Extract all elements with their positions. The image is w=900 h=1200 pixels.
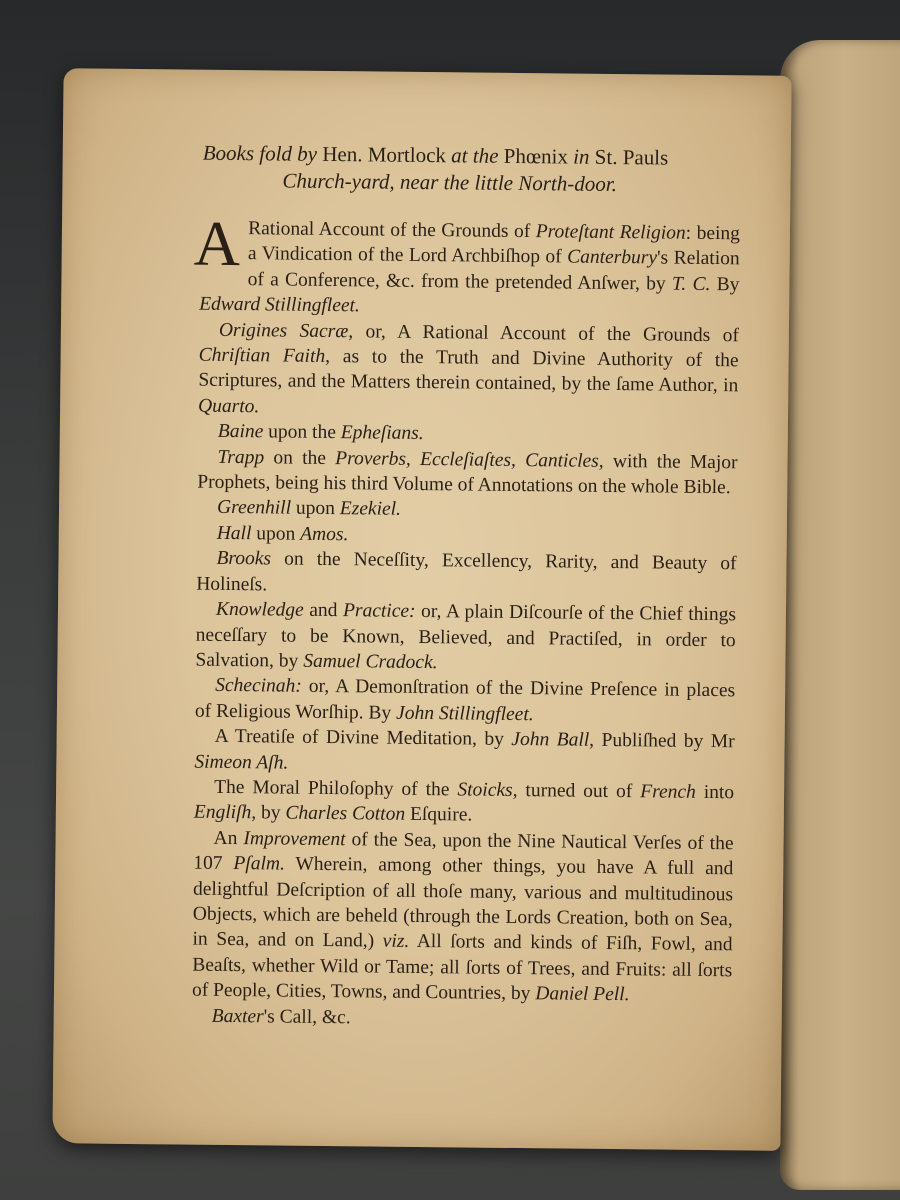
book-list xyxy=(191,207,741,1035)
entry-text: and xyxy=(303,599,344,622)
entry-text: Daniel Pell. xyxy=(535,983,630,1006)
list-item xyxy=(195,597,736,679)
list-item xyxy=(195,673,736,729)
entry-text: with the Major Prophets, being his third Volume of Annotations on the whole Bible. xyxy=(197,450,738,499)
header-text: in xyxy=(573,144,590,169)
entry-text: into xyxy=(695,781,735,804)
entry-text: Stoicks, xyxy=(457,779,518,801)
entry-text: Improvement xyxy=(243,827,346,850)
entry-text: Publiſhed by Mr xyxy=(594,729,735,753)
list-item xyxy=(198,317,739,424)
list-item xyxy=(192,1003,732,1034)
entry-text: Epheſians. xyxy=(340,422,424,445)
list-item xyxy=(194,775,735,831)
entry-text: Baine xyxy=(217,421,264,443)
entry-text: Baxter xyxy=(211,1005,264,1027)
entry-text: viz. xyxy=(382,930,410,953)
entry-text: Edward Stillingfleet. xyxy=(199,293,360,317)
entry-text: The Moral Philoſophy of the xyxy=(214,776,458,801)
entry-text: Schecinah: xyxy=(215,675,302,698)
entry-text: Charles Cotton xyxy=(285,802,406,826)
entry-text: An xyxy=(213,827,244,849)
entry-text: , as to the Truth and Divine Authority of the Scriptures, and the Matters therein contained, by the ſame Author, in xyxy=(198,346,739,397)
entry-text: upon xyxy=(251,523,301,545)
entry-text: Proverbs, Eccleſiaſtes, Canticles, xyxy=(335,447,604,472)
header-text: Hen. Mortlock xyxy=(316,141,452,168)
page-header xyxy=(202,140,743,200)
entry-text: 's Relation of a Conference, &c. from the pretended Anſwer, by xyxy=(247,247,740,295)
entry-text: Origines Sacræ xyxy=(218,319,349,342)
entry-text: Proteſtant Religion xyxy=(535,221,686,244)
entry-text: of the Sea, upon the Nine Nautical Verſes of the 107 xyxy=(193,828,734,875)
entry-text: Practice: xyxy=(342,600,416,623)
entry-text: Samuel Cradock. xyxy=(303,650,438,674)
entry-text: Amos. xyxy=(300,523,349,546)
entry-text: or, A Demonſtration of the Divine Preſence in places of Religious Worſhip. By xyxy=(194,676,736,724)
entry-text: Chriſtian Faith xyxy=(198,344,326,368)
entry-text: Greenhill xyxy=(216,497,292,520)
entry-text: Wherein, among other things, you have A full and delightful Deſcription of all thoſe many, various and multitudinous Objects, which are beheld (through the Lords Creation, both on Sea, in Sea, and on Land,) xyxy=(192,853,734,952)
entry-text: Knowledge xyxy=(215,598,304,621)
entry-text: A Treatiſe of Divine Meditation, by xyxy=(214,725,512,751)
header-text: Books fold by xyxy=(202,140,318,166)
entry-text: : being a Vindication of the Lord Archbiſhop of xyxy=(247,222,741,268)
list-item xyxy=(192,825,734,1008)
header-text: at the xyxy=(451,143,499,168)
header-text: St. Pauls xyxy=(589,144,669,170)
entry-text: Simeon Aſh. xyxy=(194,751,289,774)
entry-text: or, A plain Diſcourſe of the Chief things neceſſary to be Known, Believed, and Practiſed, in order to Salvation, by xyxy=(195,601,737,672)
entry-text: T. C. xyxy=(671,273,711,295)
entry-text: John Ball, xyxy=(511,729,595,751)
entry-text: on the Neceſſity, Excellency, Rarity, and Beauty of Holineſs. xyxy=(196,548,737,596)
facing-page-edge xyxy=(780,40,900,1190)
entry-text: by xyxy=(256,802,286,824)
entry-text: , or, A Rational Account of the Grounds of xyxy=(348,320,740,346)
list-item xyxy=(194,724,735,780)
entry-text: Eſquire. xyxy=(405,804,473,826)
entry-text: on the xyxy=(264,446,336,469)
header-line-2: Church-yard, near the little North-door. xyxy=(282,168,618,197)
entry-text: Engliſh, xyxy=(193,801,257,824)
entry-text: upon xyxy=(290,498,340,520)
entry-text: Hall xyxy=(216,522,252,545)
drop-cap: A xyxy=(193,207,241,280)
book-page xyxy=(52,68,791,1151)
entry-text: Rational Account of the Grounds of xyxy=(248,218,536,243)
list-item xyxy=(197,444,738,500)
entry-text: Trapp xyxy=(217,446,265,468)
entry-text: Canterbury xyxy=(567,246,658,269)
header-text: Phœnix xyxy=(498,143,574,169)
entry-text: 's Call, &c. xyxy=(263,1005,351,1028)
entry-text: Pſalm. xyxy=(233,853,286,875)
entry-text: Ezekiel. xyxy=(339,498,402,521)
entry-text: upon the xyxy=(263,421,341,444)
list-item xyxy=(193,207,741,323)
entry-text: By xyxy=(710,273,740,296)
entry-text: All ſorts and kinds of Fiſh, Fowl, and Beaſts, whether Wild or Tame; all ſorts of Trees, and Fruits: all ſorts of People, Cities, Towns, and Countries, by xyxy=(191,931,733,1005)
entry-text: turned out of xyxy=(517,779,641,803)
entry-text: Quarto. xyxy=(198,395,260,418)
entry-text: John Stillingfleet. xyxy=(396,702,534,725)
list-item xyxy=(196,546,737,602)
entry-text: French xyxy=(640,781,696,803)
entry-text: Brooks xyxy=(216,548,272,570)
